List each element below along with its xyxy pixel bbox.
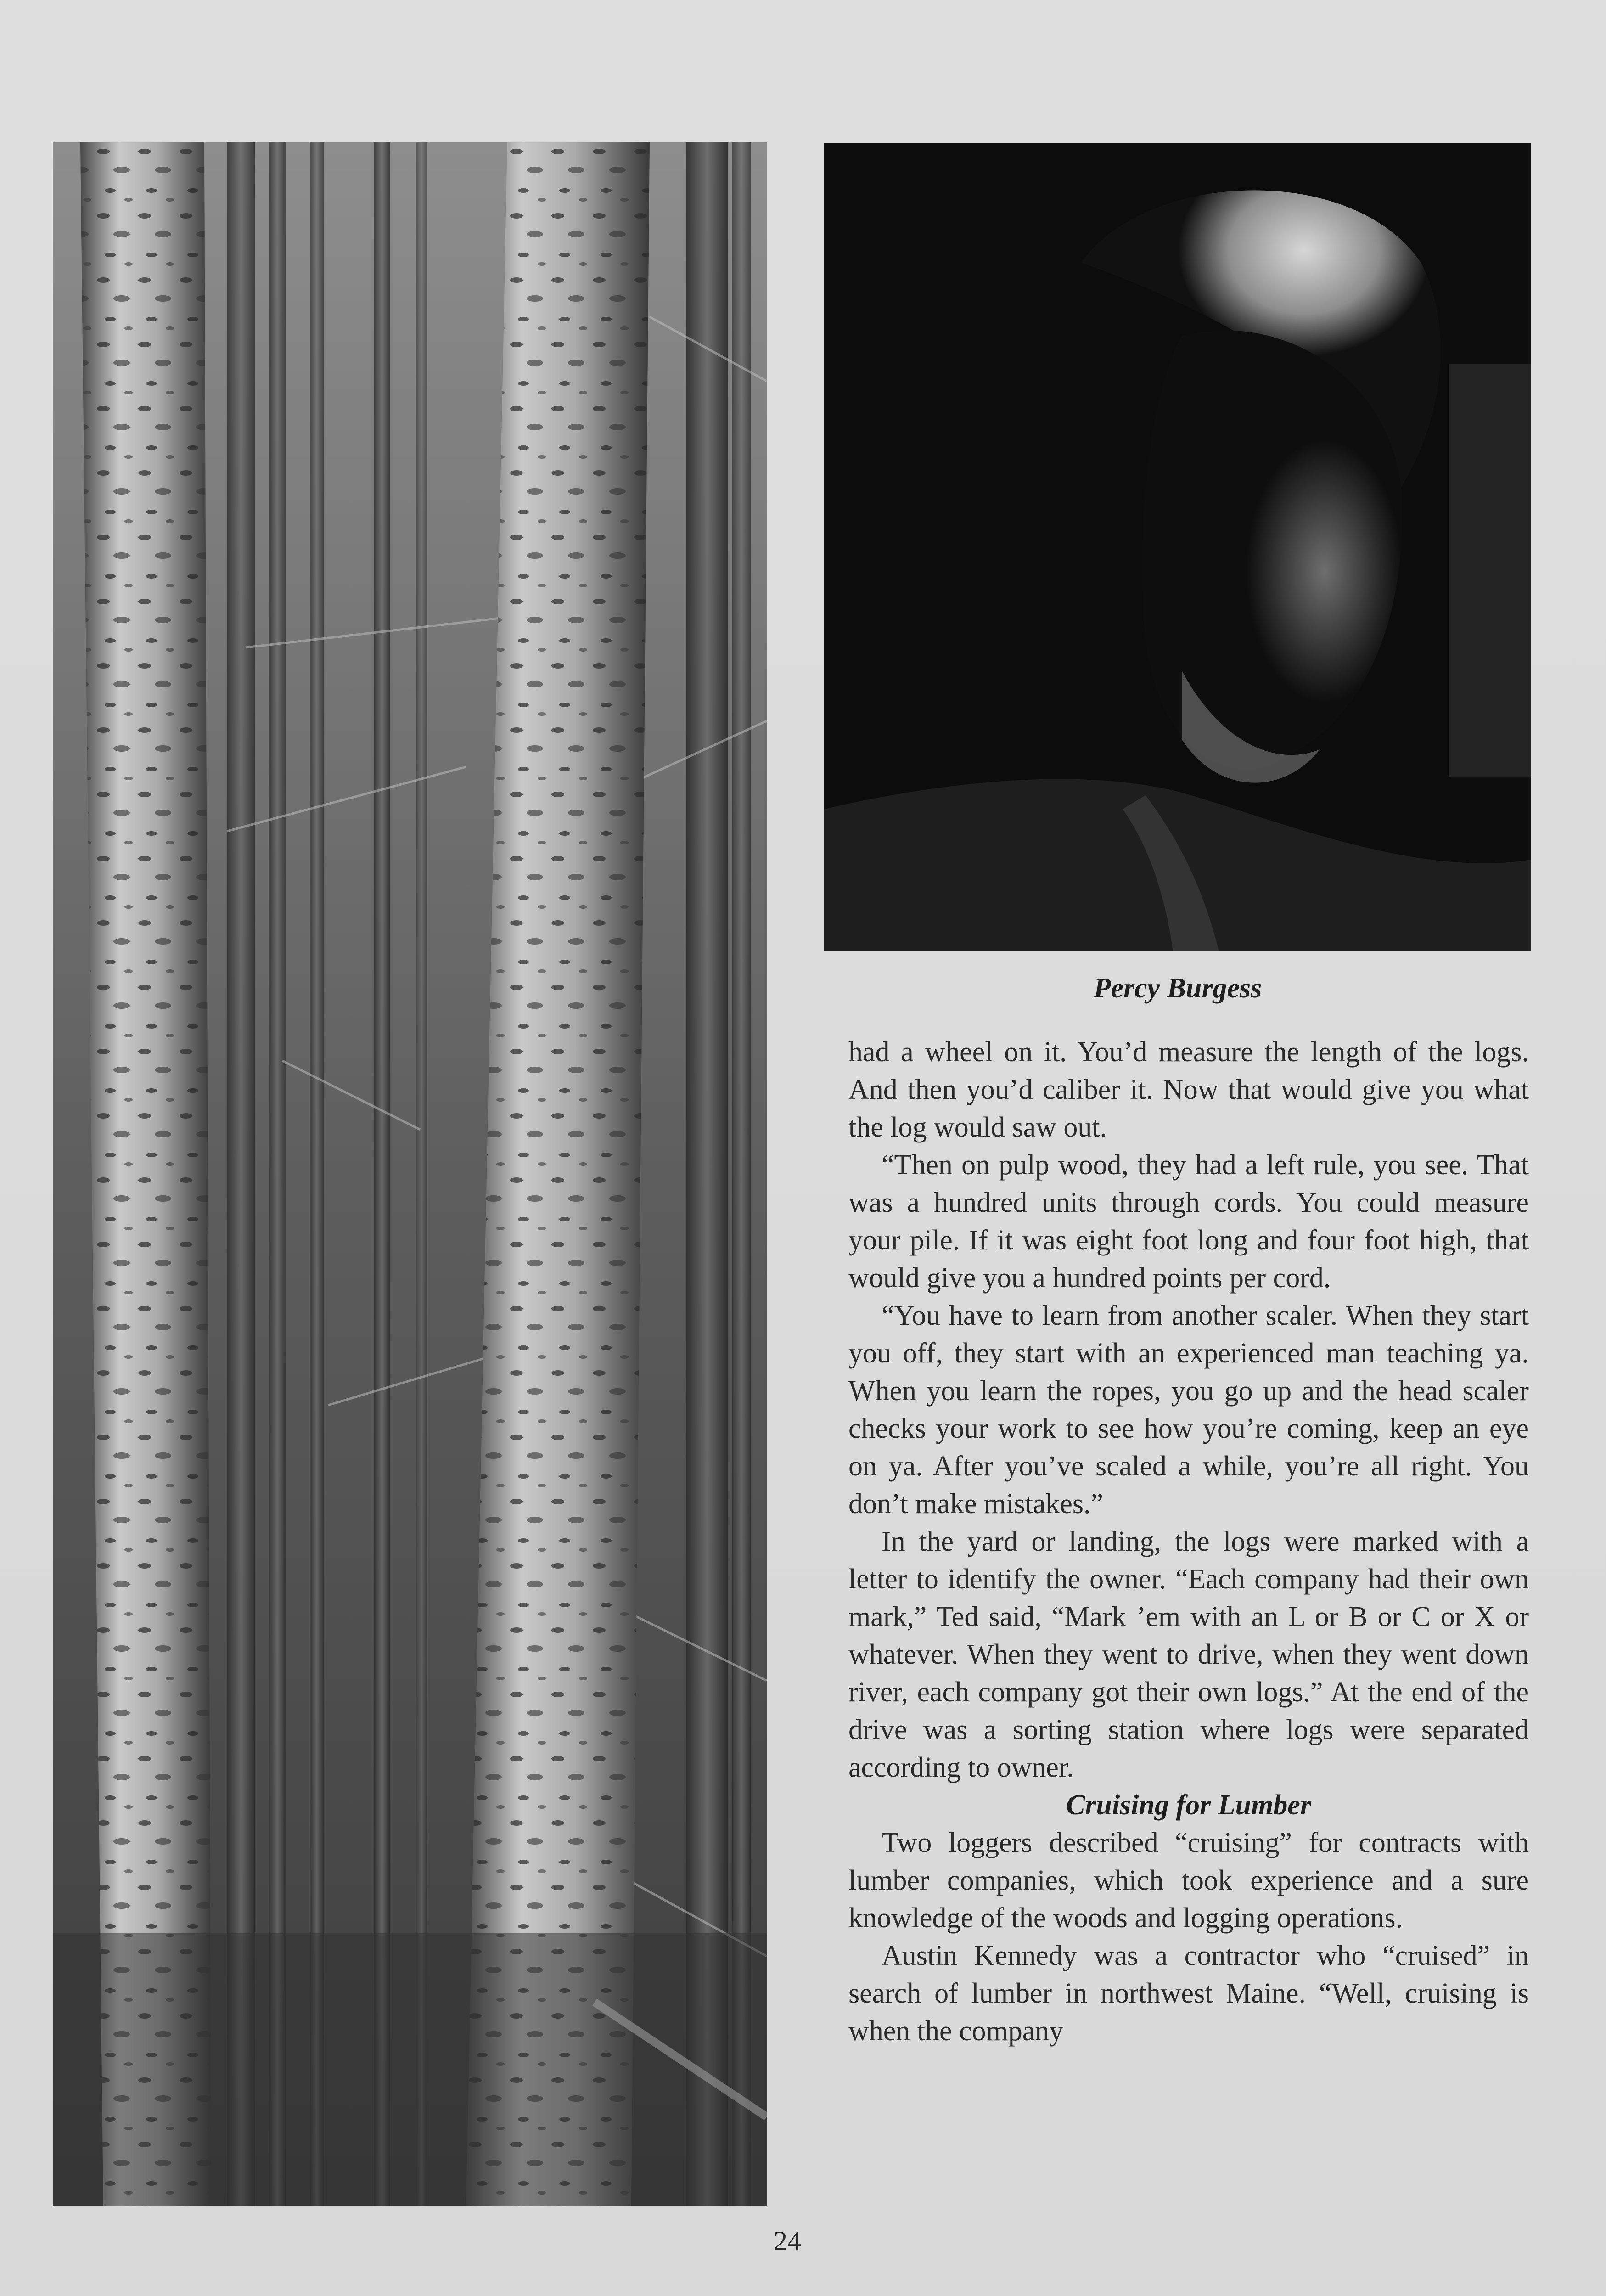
forest-photo: [53, 142, 767, 2206]
section-heading: Cruising for Lumber: [1066, 1790, 1312, 1821]
page-number: 24: [774, 2226, 801, 2256]
portrait-graphic: [824, 143, 1531, 951]
paragraph-2: “Then on pulp wood, they had a left rule, you see. That was a hundred units through cords. You could measure your pile. If it was eight foot long and four foot high, that would give you a hundred points per cord.: [848, 1149, 1529, 1294]
article-text: [848, 1033, 1529, 2050]
paragraph-6: Austin Kennedy was a contractor who “cruised” in search of lumber in northwest Maine. “Well, cruising is when the company: [848, 1940, 1529, 2047]
forest-photo-graphic: [53, 142, 767, 2206]
paragraph-5: Two loggers described “cruising” for contracts with lumber companies, which took experience and a sure knowledge of the woods and logging operations.: [848, 1827, 1529, 1934]
photo-caption: Percy Burgess: [1093, 973, 1262, 1004]
paragraph-3: “You have to learn from another scaler. When they start you off, they start with an experienced man teaching ya. When you learn the ropes, you go up and the head scaler checks your work to see how you’re coming, keep an eye on ya. After you’ve scaled a while, you’re all right. You don’t make mistakes.”: [848, 1300, 1529, 1519]
paragraph-1: had a wheel on it. You’d measure the length of the logs. And then you’d caliber it. Now that would give you what the log would saw out.: [848, 1036, 1529, 1143]
paragraph-4: In the yard or landing, the logs were marked with a letter to identify the owner. “Each company had their own mark,” Ted said, “Mark ’em with an L or B or C or X or whatever. When they went to drive, when they went down river, each company got their own logs.” At the end of the drive was a sorting station where logs were separated according to owner.: [848, 1526, 1529, 1783]
percy-burgess-photo: [824, 143, 1531, 951]
